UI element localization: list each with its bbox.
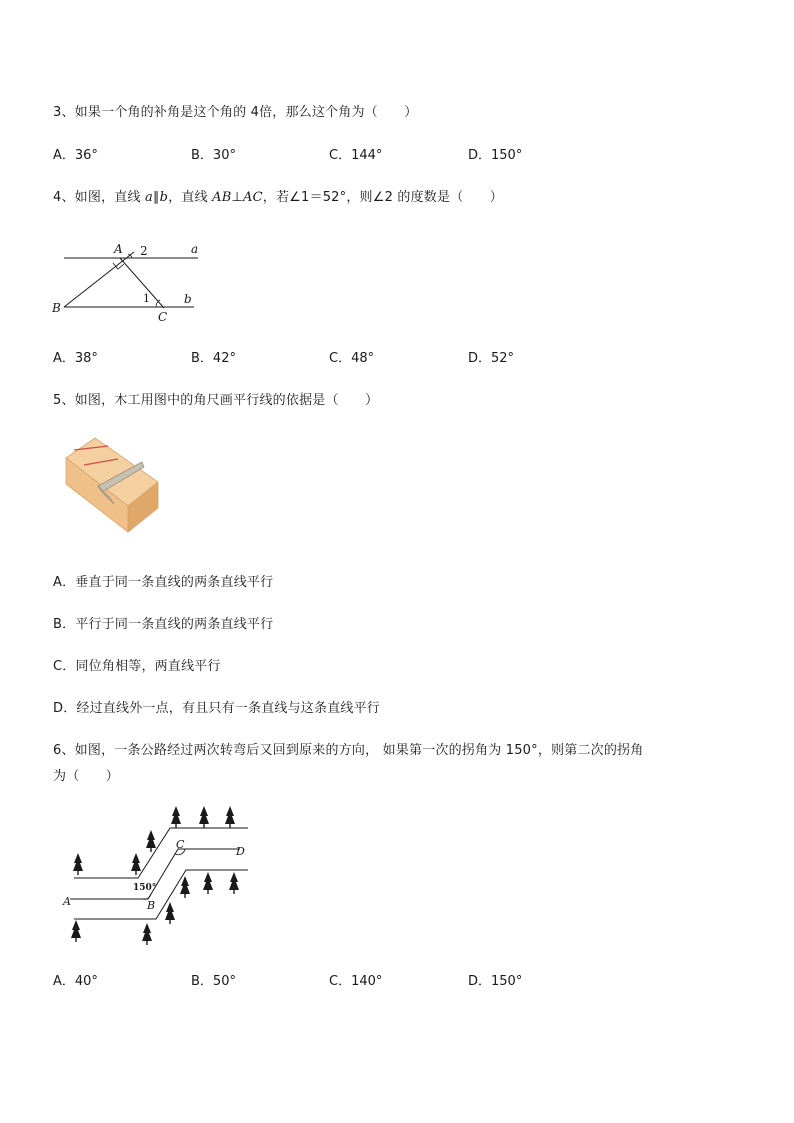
q4-option-b: B．42° (191, 351, 236, 366)
q4-stem-suffix: ，若∠1＝52°，则∠2 的度数是（ ） (262, 190, 503, 205)
question-3-stem: 3、如果一个角的补角是这个角的 4倍，那么这个角为（ ） (53, 105, 418, 120)
q4-parallel-lines-figure (50, 236, 210, 328)
tree-icon (142, 923, 152, 945)
label-D: D (236, 845, 245, 858)
q3-option-c: C．144° (329, 148, 383, 163)
tree-icon (203, 872, 213, 894)
q4-stem-ac: AC (243, 190, 263, 205)
label-B: B (147, 899, 156, 912)
q4-stem-a: a (145, 190, 153, 205)
label-C: C (176, 838, 185, 851)
question-4-stem (53, 186, 503, 205)
q6-option-d: D．150° (468, 974, 523, 989)
segment-ab (64, 252, 134, 307)
q4-stem-parallel: ∥ (152, 190, 160, 205)
q4-stem-prefix: 4、如图，直线 (53, 190, 146, 205)
q4-option-d: D．52° (468, 351, 515, 366)
tree-icon (225, 806, 235, 828)
q4-stem-mid: ，直线 (168, 190, 213, 205)
q6-option-a: A．40° (53, 974, 98, 989)
label-2: 2 (140, 244, 148, 258)
tree-icon (73, 853, 83, 875)
q5-option-a: A．垂直于同一条直线的两条直线平行 (53, 575, 274, 590)
q3-option-a: A．36° (53, 148, 98, 163)
tree-icon (131, 853, 141, 875)
q4-stem-ab: AB (212, 190, 232, 205)
q5-option-d: D．经过直线外一点，有且只有一条直线与这条直线平行 (53, 701, 381, 716)
q4-option-c: C．48° (329, 351, 375, 366)
q4-option-a: A．38° (53, 351, 98, 366)
tree-icon (180, 876, 190, 898)
tree-icon (199, 806, 209, 828)
q4-stem-perp: ⊥ (231, 190, 244, 205)
question-6-stem-line2: 为（ ） (53, 769, 120, 784)
label-A: A (63, 895, 71, 908)
q4-stem-b: b (159, 190, 169, 205)
tree-icon (146, 830, 156, 852)
tree-icon (71, 920, 81, 942)
q3-option-d: D．150° (468, 148, 523, 163)
q6-option-b: B．50° (191, 974, 236, 989)
tree-icon (229, 872, 239, 894)
label-A: A (114, 242, 123, 256)
q5-carpenter-square-figure (62, 432, 166, 534)
question-5-stem: 5、如图，木工用图中的角尺画平行线的依据是（ ） (53, 393, 379, 408)
question-6-stem-line1: 6、如图，一条公路经过两次转弯后又回到原来的方向， 如果第一次的拐角为 150°，则第二次的拐角 (53, 743, 644, 758)
q3-option-b: B．30° (191, 148, 236, 163)
segment-ac (120, 258, 164, 308)
q6-option-c: C．140° (329, 974, 383, 989)
label-C: C (158, 310, 168, 324)
label-b: b (184, 292, 192, 306)
tree-icon (171, 806, 181, 828)
label-B: B (52, 301, 61, 315)
q6-road-figure (58, 800, 268, 950)
tree-icon (165, 902, 175, 924)
label-150: 150° (133, 883, 157, 893)
q5-option-b: B．平行于同一条直线的两条直线平行 (53, 617, 274, 632)
q5-option-c: C．同位角相等，两直线平行 (53, 659, 221, 674)
label-a: a (191, 242, 199, 256)
label-1: 1 (143, 292, 150, 305)
